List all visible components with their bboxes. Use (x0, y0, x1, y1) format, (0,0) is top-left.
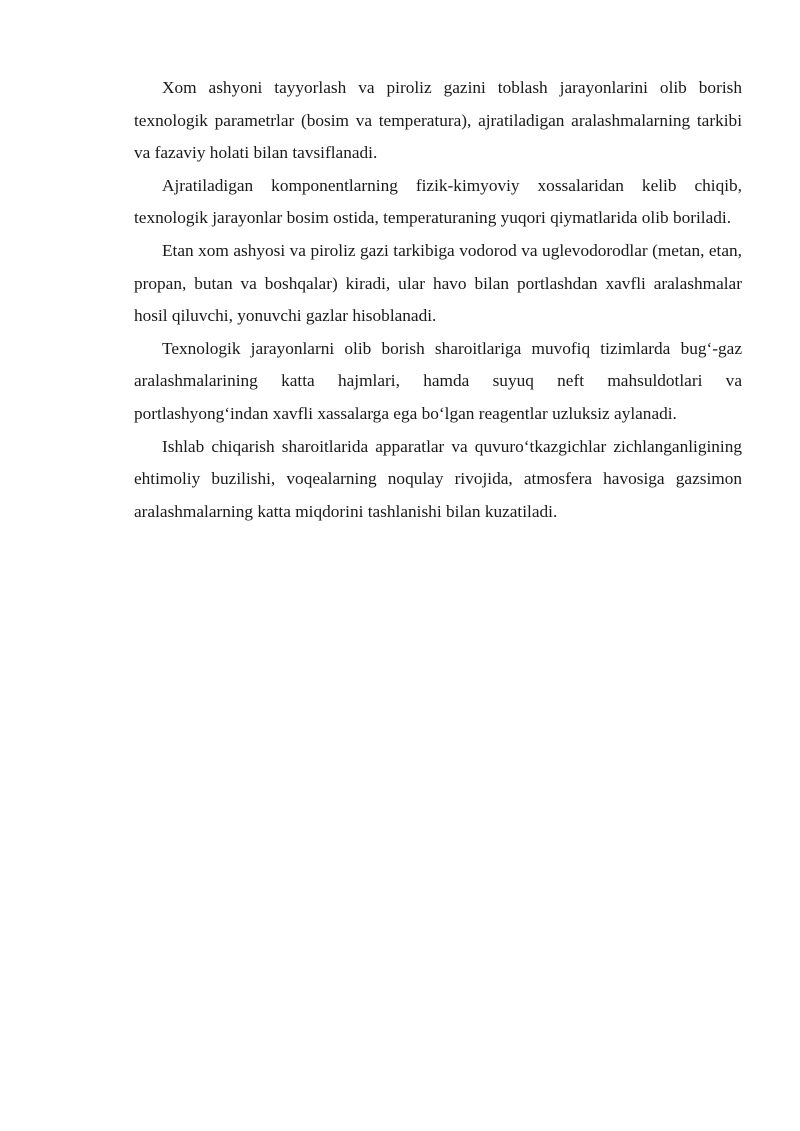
paragraph-2: Ajratiladigan komponentlarning fizik-kimyoviy xossalaridan kelib chiqib, texnologik jarayonlar bosim ostida, temperaturaning yuqori qiymatlarida olib boriladi. (134, 175, 742, 228)
paragraph-5: Ishlab chiqarish sharoitlarida apparatlar va quvuro‘tkazgichlar zichlanganligining ehtimoliy buzilishi, voqealarning noqulay rivojida, atmosfera havosiga gazsimon aralashmalarning katta miqdorini tashlanishi bilan kuzatiladi. (134, 436, 742, 521)
paragraph-1: Xom ashyoni tayyorlash va piroliz gazini toblash jarayonlarini olib borish texnologik parametrlar (bosim va temperatura), ajratiladigan aralashmalarning tarkibi va fazaviy holati bilan tavsiflanadi. (134, 78, 742, 163)
paragraph-3: Etan xom ashyosi va piroliz gazi tarkibiga vodorod va uglevodorodlar (metan, etan, propan, butan va boshqalar) kiradi, ular havo bilan portlashdan xavfli aralashmalar hosil qiluvchi, yonuvchi gazlar hisoblanadi. (134, 240, 742, 326)
paragraph-4: Texnologik jarayonlarni olib borish sharoitlariga muvofiq tizimlarda bug‘-gaz aralashmalarining katta hajmlari, hamda suyuq neft mahsuldotlari va portlashyong‘indan xavfli xassalarga ega bo‘lgan reagentlar uzluksiz aylanadi. (134, 338, 742, 423)
document-page (134, 72, 742, 528)
